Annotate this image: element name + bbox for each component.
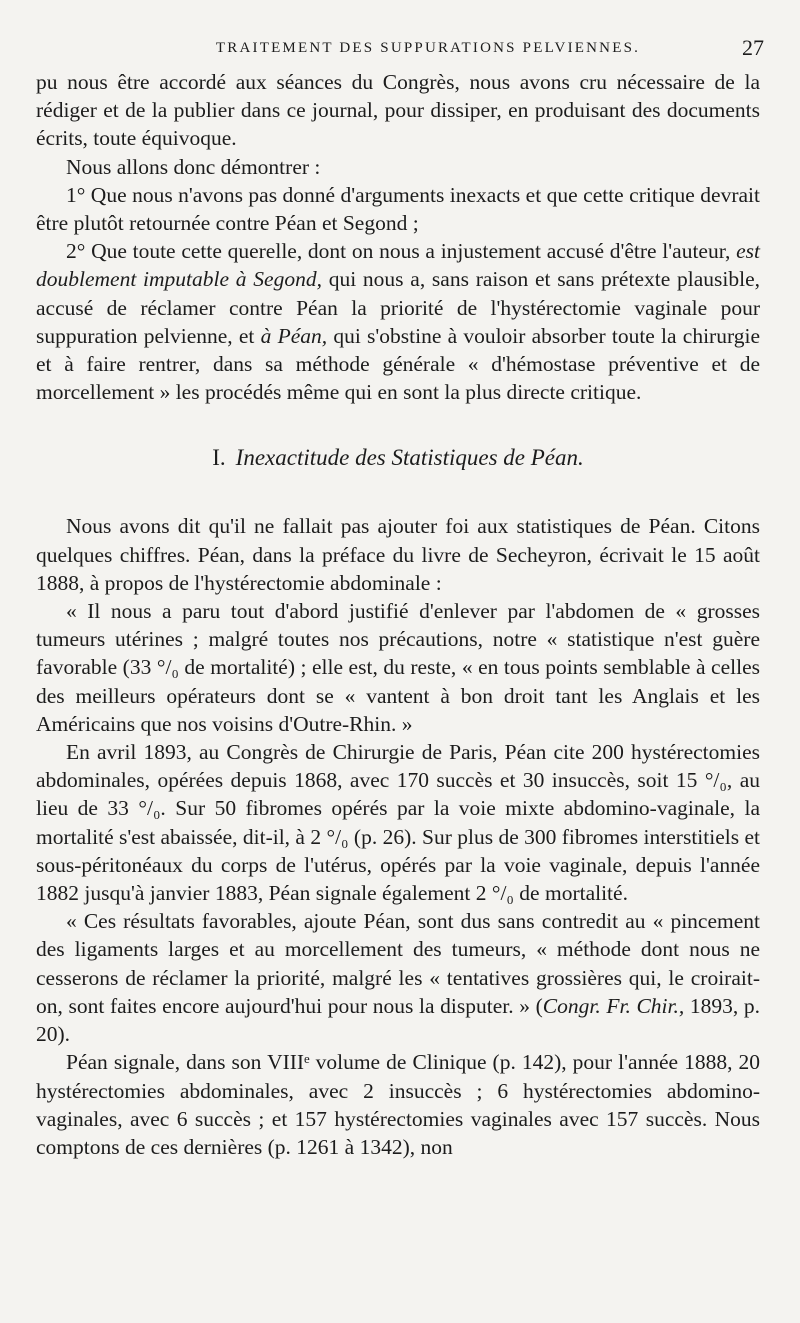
intro-point-2 — [36, 237, 760, 406]
quotation-2-text — [36, 907, 760, 1048]
section-title: Inexactitude des Statistiques de Péan. — [235, 445, 584, 471]
body-paragraph-1: Nous avons dit qu'il ne fallait pas ajouter foi aux statistiques de Péan. Citons quelques chiffres. Péan, dans la préface du livre de Secheyron, écrivait le 15 août 1888, à propos de l'hystérectomie abdominale : — [36, 514, 760, 595]
quotation-2 — [36, 907, 760, 1048]
quotation-1 — [36, 597, 760, 738]
section-heading — [36, 444, 760, 472]
body-paragraph-2: En avril 1893, au Congrès de Chirurgie de Paris, Péan cite 200 hystérectomies abdominales, opérées depuis 1868, avec 170 succès et 30 insuccès, soit 15 °/₀, au lieu de 33 °/₀. Sur 50 fibromes opérés par la voie mixte abdomino-vaginale, la mortalité s'est abaissée, dit-il, à 2 °/₀ (p. 26). Sur plus de 300 fibromes interstitiels et sous-péritonéaux du corps de l'utérus, opérés par la voie vaginale, depuis l'année 1882 jusqu'à janvier 1883, Péan signale également 2 °/₀ de mortalité. — [36, 740, 760, 906]
quotation-2-text-a: « Ces résultats favorables, ajoute Péan, sont dus sans contredit au « pincement des ligaments larges et au morcellement des tumeurs, « méthode dont nous ne cesserons de réclamer la priorité, malgré les « tentatives grossières qui, le croirait-on, sont faites encore aujourd'hui pour nous la disputer. » ( — [36, 909, 760, 1018]
section-number: I. — [212, 445, 226, 471]
intro-point-2-emphasis: est doublement imputable à Segond, — [36, 239, 760, 292]
quotation-1-text: « Il nous a paru tout d'abord justifié d'enlever par l'abdomen de « grosses tumeurs utérines ; malgré toutes nos précautions, notre « statistique n'est guère favorable (33 °/₀ de mortalité) ; elle est, du reste, « en tous points semblable à celles des meilleurs opérateurs dont se « vantent à bon droit tant les Anglais et les Américains que nos voisins d'Outre-Rhin. » — [36, 599, 760, 736]
intro-point-2-text-b: qui nous a, sans raison et sans prétexte plausible, accusé de réclamer contre Péan la priorité de l'hystérectomie vaginale pour suppuration pelvienne, et — [36, 267, 760, 348]
page-number: 27 — [742, 35, 764, 60]
quotation-2-text-b: 1893, p. 20). — [36, 993, 760, 1047]
document-page — [36, 28, 764, 1161]
running-header — [36, 28, 764, 68]
body-paragraph-3: Péan signale, dans son VIIIᵉ volume de Clinique (p. 142), pour l'année 1888, 20 hystérectomies abdominales, avec 2 insuccès ; 6 hystérectomies abdomino-vaginales, avec 6 succès ; et 157 hystérectomies vaginales avec 157 succès. Nous comptons de ces dernières (p. 1261 à 1342), non — [36, 1050, 760, 1159]
intro-point-2-text-c: qui s'obstine à vouloir absorber toute la chirurgie et à faire rentrer, dans sa méthode générale « d'hémostase préventive et de morcellement » les procédés même qui en sont la plus directe critique. — [36, 323, 760, 405]
intro-point-1: 1° Que nous n'avons pas donné d'arguments inexacts et que cette critique devrait être plutôt retournée contre Péan et Segond ; — [36, 182, 760, 236]
intro-block — [36, 68, 760, 406]
intro-paragraph-announce: Nous allons donc démontrer : — [66, 154, 321, 179]
intro-point-2-text-a: 2° Que toute cette querelle, dont on nous a injustement accusé d'être l'auteur, — [66, 239, 737, 264]
intro-paragraph-continued: pu nous être accordé aux séances du Congrès, nous avons cru nécessaire de la rédiger et de la publier dans ce journal, pour dissiper, en produisant des documents écrits, toute équivoque. — [36, 70, 760, 151]
intro-point-2-emphasis-2: à Péan, — [260, 323, 328, 348]
running-title: TRAITEMENT DES SUPPURATIONS PELVIENNES. — [215, 40, 641, 56]
quotation-2-citation: Congr. Fr. Chir., — [542, 993, 685, 1018]
section-body — [36, 512, 760, 1161]
